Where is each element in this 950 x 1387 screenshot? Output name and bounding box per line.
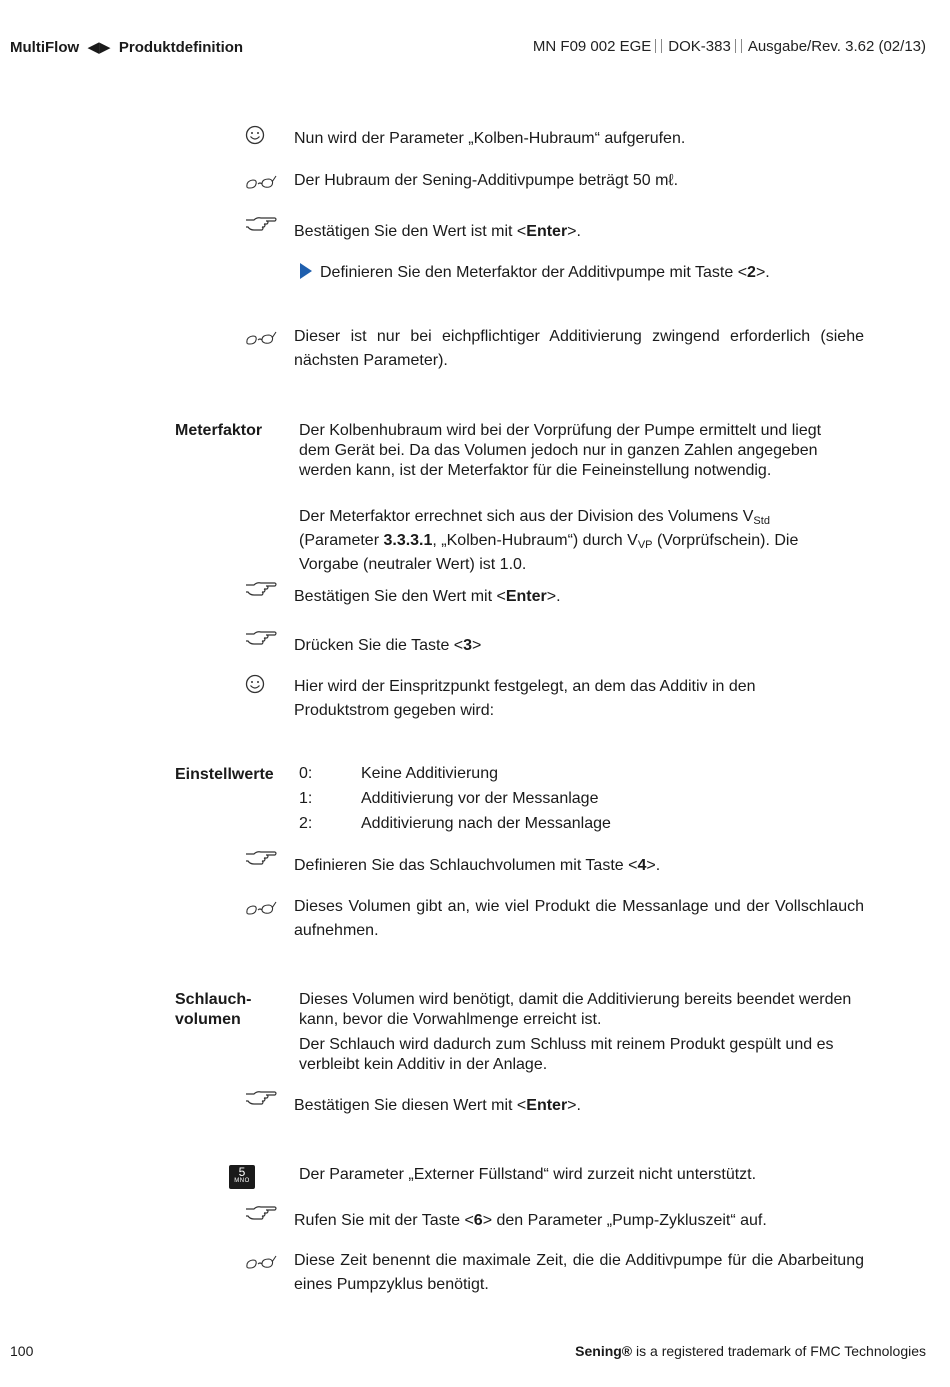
smiley-icon (244, 124, 278, 146)
settings-code: 1: (299, 790, 313, 807)
header-doc-id: DOK-383 (668, 38, 731, 55)
settings-row (299, 762, 859, 787)
step-text: Bestätigen Sie den Wert ist mit <Enter>. (294, 223, 581, 240)
settings-text: Keine Additivierung (361, 765, 498, 782)
settings-list (299, 762, 859, 837)
footer-trademark (575, 1343, 926, 1359)
step-text: Drücken Sie die Taste <3> (294, 637, 482, 654)
header-section: Produktdefinition (118, 39, 244, 56)
step-text: Dieses Volumen gibt an, wie viel Produkt die Messanlage und der Vollschlauch aufnehmen. (294, 898, 864, 939)
step-text: Nun wird der Parameter „Kolben-Hubraum“ aufgerufen. (294, 130, 686, 147)
key-label: 2 (747, 264, 756, 281)
section-label-schlauchvolumen: Schlauch- volumen (175, 991, 252, 1028)
step-text: Bestätigen Sie diesen Wert mit <Enter>. (294, 1097, 581, 1114)
settings-code: 0: (299, 765, 313, 782)
settings-text: Additivierung vor der Messanlage (361, 790, 599, 807)
footer-note: is a registered trademark of FMC Technologies (632, 1343, 926, 1359)
step-text: Diese Zeit benennt die maximale Zeit, die die Additivpumpe für die Abarbeitung eines Pumpzyklus benötigt. (294, 1252, 864, 1293)
step-text: Dieser ist nur bei eichpflichtiger Additivierung zwingend erforderlich (siehe nächsten Parameter). (294, 328, 864, 369)
settings-row (299, 812, 859, 837)
footer-brand: Sening® (575, 1343, 633, 1359)
section-label-meterfaktor: Meterfaktor (175, 422, 263, 439)
keypad-5-icon: 5 MNO (229, 1165, 255, 1189)
step-text: Der Hubraum der Sening-Additivpumpe beträgt 50 mℓ. (294, 172, 679, 189)
pointing-hand-icon (244, 1203, 278, 1225)
header-separator (655, 39, 662, 53)
header-revision: Ausgabe/Rev. 3.62 (02/13) (747, 38, 926, 55)
glasses-icon (244, 327, 278, 349)
header-separator (735, 39, 742, 53)
enter-key-label: Enter (526, 1097, 568, 1114)
settings-row (299, 787, 859, 812)
pointing-hand-icon (244, 628, 278, 650)
page-number: 100 (10, 1343, 34, 1359)
enter-key-label: Enter (526, 223, 568, 240)
pointing-hand-icon (244, 848, 278, 870)
schlauch-paragraph: Dieses Volumen wird benötigt, damit die Additivierung bereits beendet werden kann, bevor die Vorwahlmenge erreicht ist. (299, 991, 852, 1028)
smiley-icon (244, 673, 278, 695)
meterfaktor-paragraph: Der Kolbenhubraum wird bei der Vorprüfung der Pumpe ermittelt und liegt dem Gerät bei. Da das Volumen jedoch nur in ganzen Zahlen angegeben werden kann, ist der Meterfaktor für die Feineinstellung notwendig. (299, 422, 822, 479)
settings-text: Additivierung nach der Messanlage (361, 815, 611, 832)
pointing-hand-icon (244, 579, 278, 601)
header-product: MultiFlow (10, 39, 80, 56)
step-text: Definieren Sie das Schlauchvolumen mit Taste <4>. (294, 857, 661, 874)
meterfaktor-paragraph: Der Meterfaktor errechnet sich aus der Division des Volumens $V_{Std}$ (Parameter 3.3.3.1, „Kolben-Hubraum“) durch $V_{VP}$ (Vorprüfschein). Die Vorgabe (neutraler Wert) ist 1.0. (299, 508, 799, 573)
header-arrows: ◀▶ (83, 39, 115, 56)
section-label-einstellwerte: Einstellwerte (175, 766, 274, 783)
settings-code: 2: (299, 815, 313, 832)
schlauch-paragraph: Der Schlauch wird dadurch zum Schluss mit reinem Produkt gespült und es verbleibt kein Additiv in der Anlage. (299, 1036, 834, 1073)
enter-key-label: Enter (505, 588, 547, 605)
play-arrow-icon (300, 263, 312, 279)
step-text: Bestätigen Sie den Wert mit <Enter>. (294, 588, 561, 605)
step-text: Der Parameter „Externer Füllstand“ wird zurzeit nicht unterstützt. (299, 1166, 757, 1183)
glasses-icon (244, 171, 278, 193)
pointing-hand-icon (244, 214, 278, 236)
key-label: 3 (463, 637, 473, 654)
step-text: Rufen Sie mit der Taste <6> den Parameter „Pump-Zykluszeit“ auf. (294, 1212, 767, 1229)
step-text: Hier wird der Einspritzpunkt festgelegt, an dem das Additiv in den Produktstrom gegeben wird: (294, 678, 756, 719)
glasses-icon (244, 1251, 278, 1273)
glasses-icon (244, 897, 278, 919)
pointing-hand-icon (244, 1088, 278, 1110)
header-title (10, 38, 243, 56)
header-doc-code: MN F09 002 EGE (532, 38, 652, 55)
key-label: 4 (637, 857, 647, 874)
step-text: Definieren Sie den Meterfaktor der Additivpumpe mit Taste <2>. (300, 261, 870, 285)
header-doc-info (533, 38, 926, 55)
key-label: 6 (473, 1212, 483, 1229)
